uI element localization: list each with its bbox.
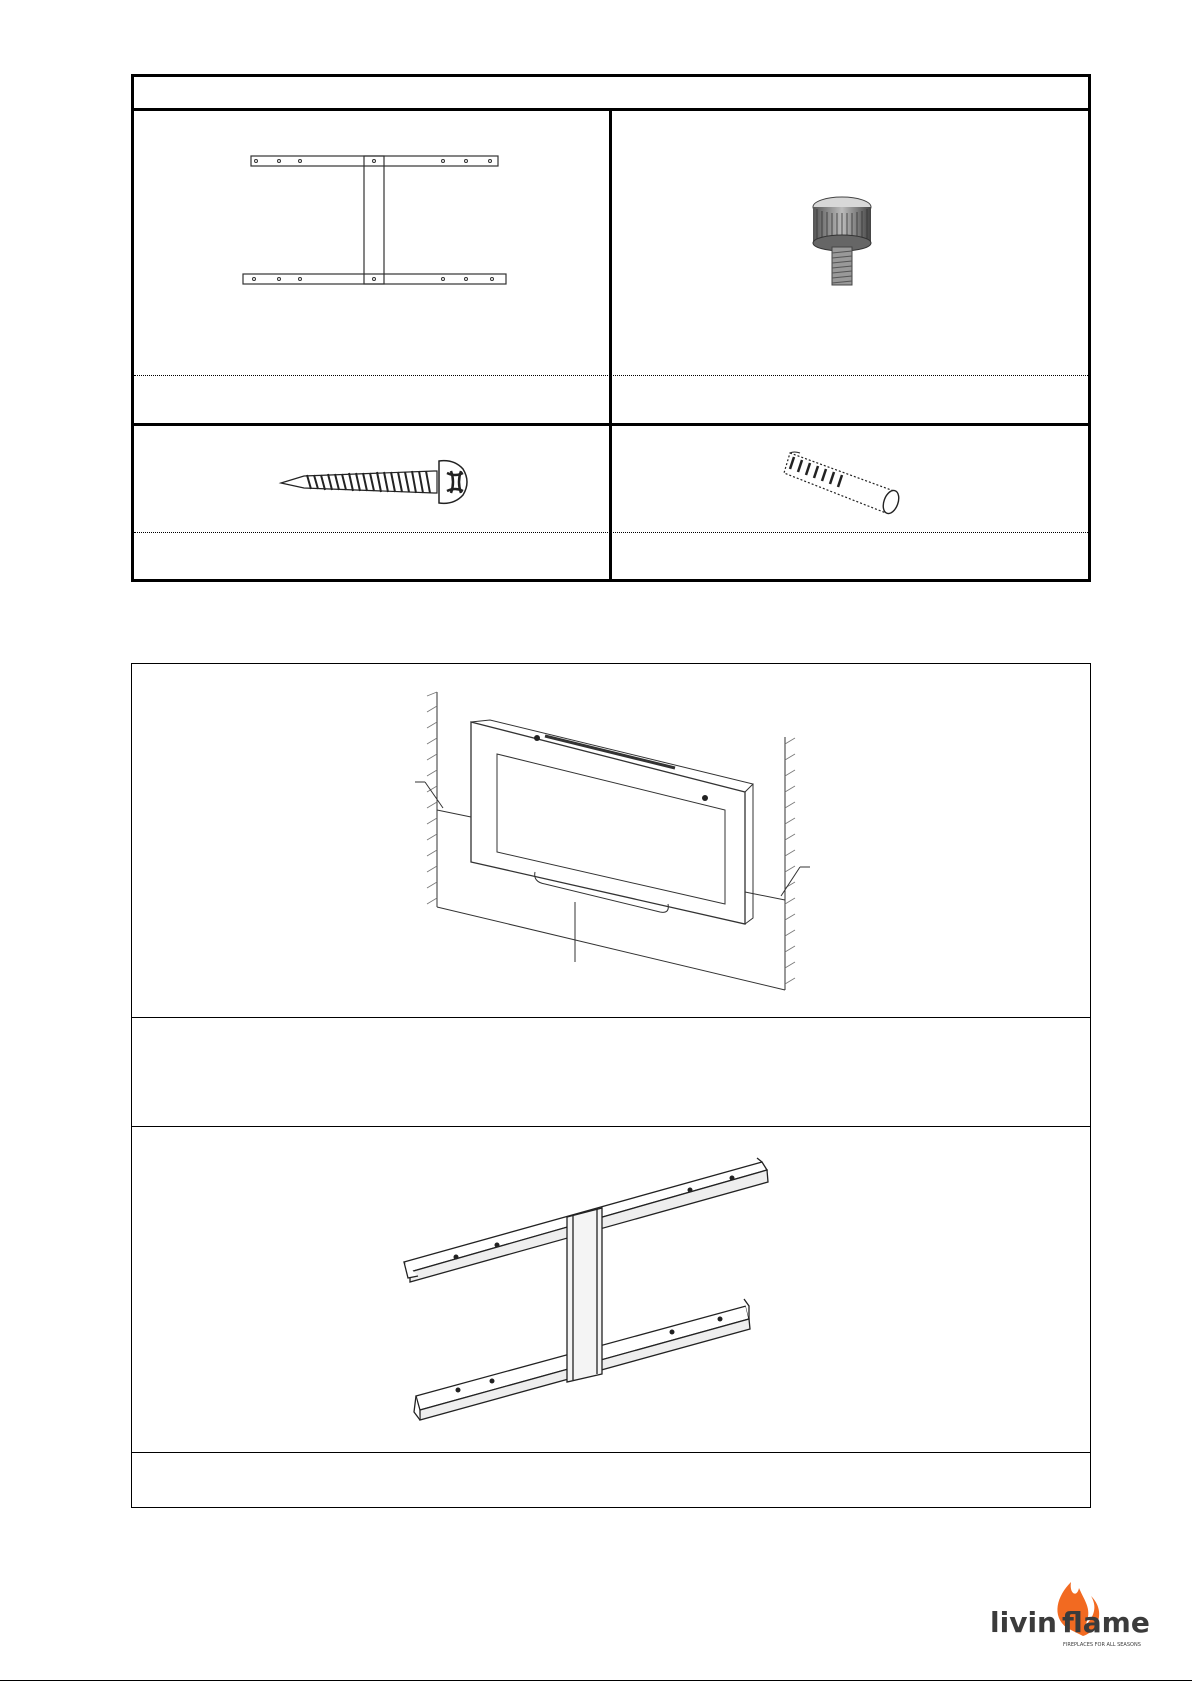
figure2-top-divider xyxy=(132,1126,1090,1127)
h-bracket-flat-icon xyxy=(242,155,502,290)
thumb-screw-icon xyxy=(810,195,874,289)
page-bottom-rule xyxy=(0,1680,1192,1681)
column-divider xyxy=(609,110,612,579)
figure2-caption-divider xyxy=(132,1452,1090,1453)
parts-table xyxy=(131,74,1091,582)
wall-mounted-fireplace-icon xyxy=(415,692,815,992)
logo-word-left: livin xyxy=(990,1606,1057,1639)
wall-screw-icon xyxy=(279,457,474,507)
row1-caption-divider xyxy=(134,375,1088,376)
row-divider xyxy=(134,423,1088,426)
row2-caption-divider xyxy=(134,532,1088,533)
logo-word-right: flame xyxy=(1062,1606,1150,1639)
figure1-caption-divider xyxy=(132,1017,1090,1018)
h-bracket-perspective-icon xyxy=(402,1144,792,1434)
livin-flame-logo xyxy=(985,1560,1155,1660)
wall-plug-icon xyxy=(782,447,922,517)
logo-tagline: FIREPLACES FOR ALL SEASONS xyxy=(1063,1642,1141,1648)
installation-table xyxy=(131,663,1091,1508)
